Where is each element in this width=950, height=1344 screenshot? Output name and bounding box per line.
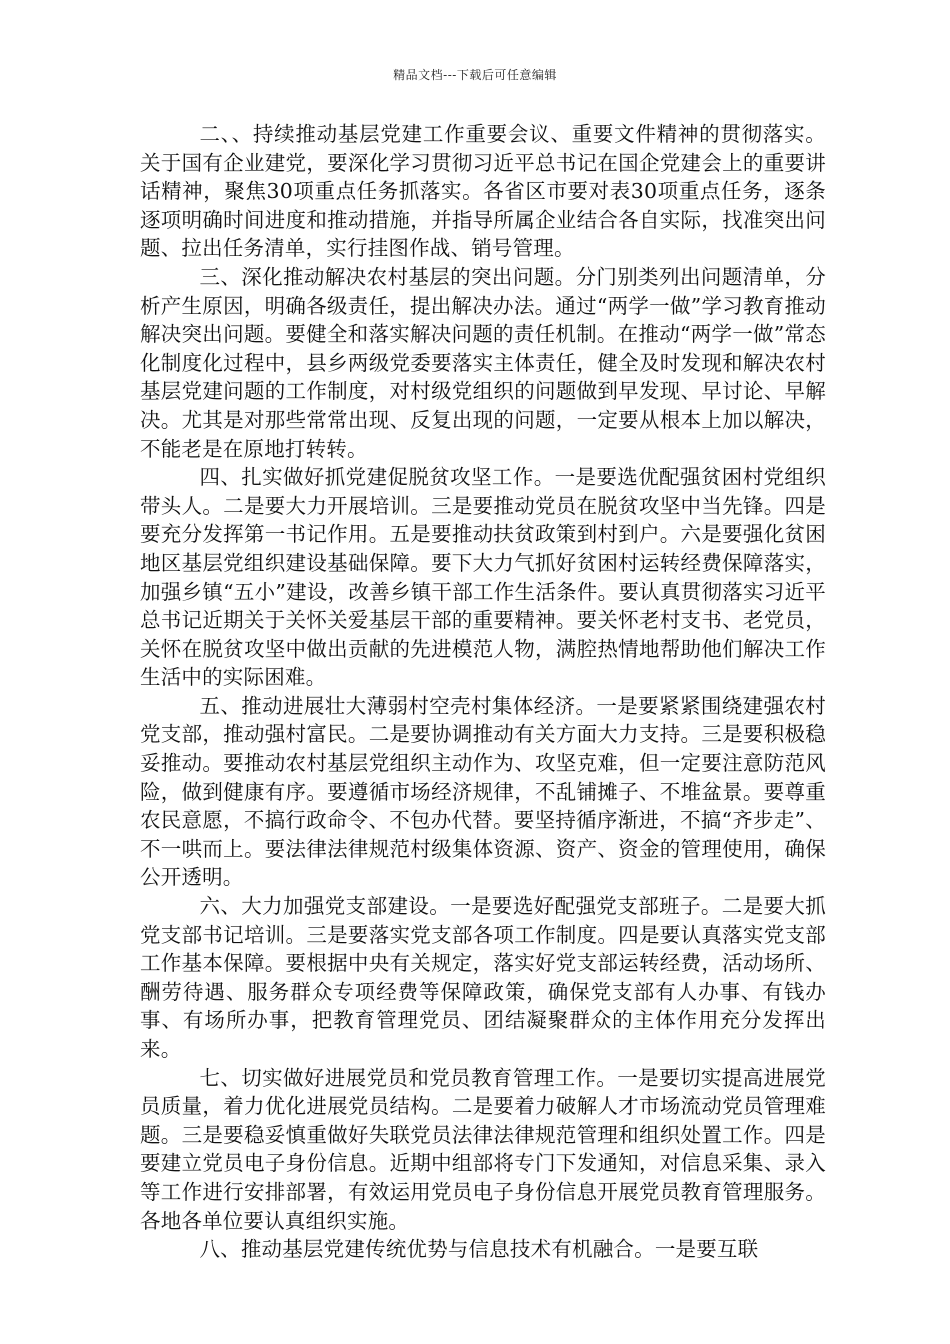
paragraph-2: 二、、持续推动基层党建工作重要会议、重要文件精神的贯彻落实。关于国有企业建党，要深化学习贯彻习近平总书记在国企党建会上的重要讲话精神，聚焦30项重点任务抓落实。各省区市要对表30项重点任务，逐条逐项明确时间进度和推动措施，并指导所属企业结合各自实际，找准突出问题、拉出任务清单，实行挂图作战、销号管理。 (140, 122, 826, 261)
paragraph-5: 五、推动进展壮大薄弱村空壳村集体经济。一是要紧紧围绕建强农村党支部，推动强村富民。二是要协调推动有关方面大力支持。三是要积极稳妥推动。要推动农村基层党组织主动作为、攻坚克难，但一定要注意防范风险，做到健康有序。要遵循市场经济规律，不乱铺摊子、不堆盆景。要尊重农民意愿，不搞行政命令、不包办代替。要坚持循序渐进，不搞“齐步走”、不一哄而上。要法律法律规范村级集体资源、资产、资金的管理使用，确保公开透明。 (140, 693, 826, 890)
paragraph-8: 八、推动基层党建传统优势与信息技术有机融合。一是要互联 (199, 1237, 759, 1262)
document-body (140, 120, 826, 1264)
paragraph-7: 七、切实做好进展党员和党员教育管理工作。一是要切实提高进展党员质量，着力优化进展党员结构。二是要着力破解人才市场流动党员管理难题。三是要稳妥慎重做好失联党员法律法律规范管理和组织处置工作。四是要建立党员电子身份信息。近期中组部将专门下发通知，对信息采集、录入等工作进行安排部署，有效运用党员电子身份信息开展党员教育管理服务。各地各单位要认真组织实施。 (140, 1065, 826, 1233)
paragraph-4: 四、扎实做好抓党建促脱贫攻坚工作。一是要选优配强贫困村党组织带头人。二是要大力开展培训。三是要推动党员在脱贫攻坚中当先锋。四是要充分发挥第一书记作用。五是要推动扶贫政策到村到户。六是要强化贫困地区基层党组织建设基础保障。要下大力气抓好贫困村运转经费保障落实，加强乡镇“五小”建设，改善乡镇干部工作生活条件。要认真贯彻落实习近平总书记近期关于关怀关爱基层干部的重要精神。要关怀老村支书、老党员，关怀在脱贫攻坚中做出贡献的先进模范人物，满腔热情地帮助他们解决工作生活中的实际困难。 (140, 465, 826, 690)
paragraph-3: 三、深化推动解决农村基层的突出问题。分门别类列出问题清单，分析产生原因，明确各级责任，提出解决办法。通过“两学一做”学习教育推动解决突出问题。要健全和落实解决问题的责任机制。在推动“两学一做”常态化制度化过程中，县乡两级党委要落实主体责任，健全及时发现和解决农村基层党建问题的工作制度，对村级党组织的问题做到早发现、早讨论、早解决。尤其是对那些常常出现、反复出现的问题，一定要从根本上加以解决，不能老是在原地打转转。 (140, 264, 826, 461)
paragraph-6: 六、大力加强党支部建设。一是要选好配强党支部班子。二是要大抓党支部书记培训。三是要落实党支部各项工作制度。四是要认真落实党支部工作基本保障。要根据中央有关规定，落实好党支部运转经费，活动场所、酬劳待遇、服务群众专项经费等保障政策，确保党支部有人办事、有钱办事、有场所办事，把教育管理党员、团结凝聚群众的主体作用充分发挥出来。 (140, 894, 826, 1061)
page-header: 精品文档---下载后可任意编辑 (393, 68, 557, 82)
